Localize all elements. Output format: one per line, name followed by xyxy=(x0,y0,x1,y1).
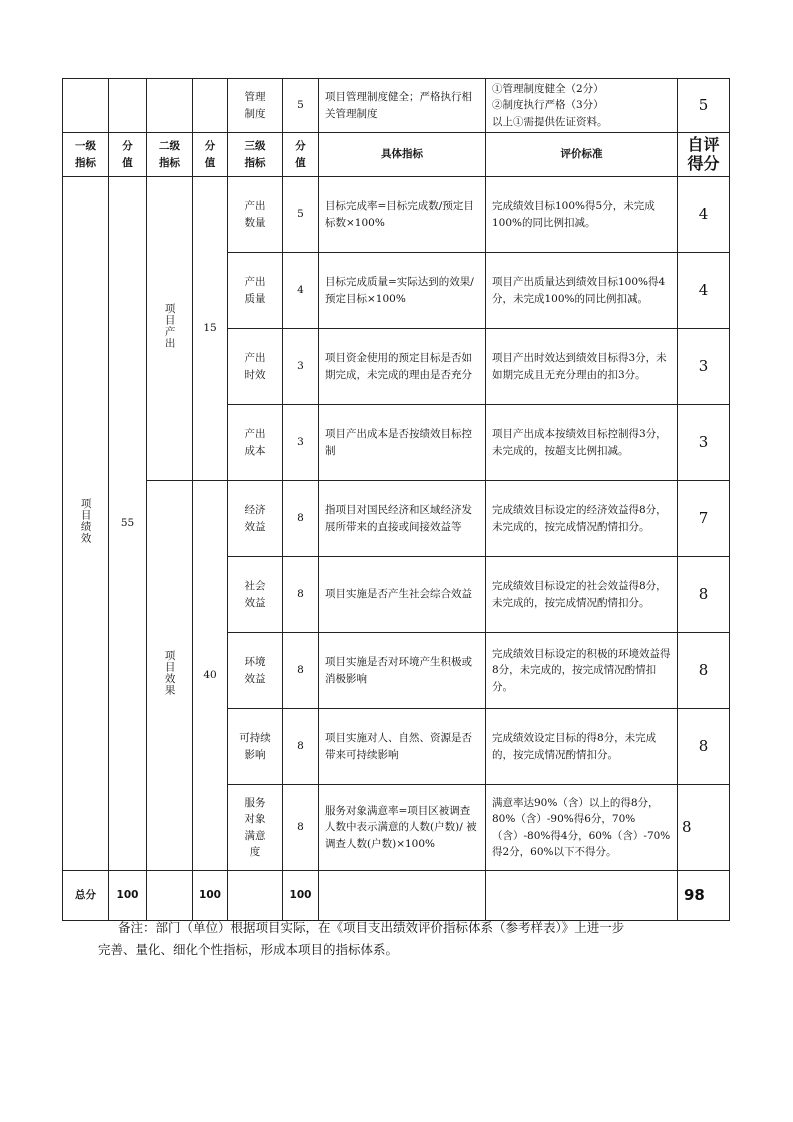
score3-cell: 5 xyxy=(283,79,319,133)
self-score-cell: 8 xyxy=(678,633,730,709)
empty-cell xyxy=(147,871,193,921)
level3-cell xyxy=(228,253,283,329)
empty-cell xyxy=(109,79,147,133)
header-label: 分值 xyxy=(204,140,216,169)
self-score-cell: 3 xyxy=(678,405,730,481)
criteria-cell: 完成绩效目标设定的经济效益得8分，未完成的，按完成情况酌情扣分。 xyxy=(486,481,678,557)
indicator-cell: 目标完成质量=实际达到的效果/预定目标×100% xyxy=(319,253,486,329)
level3-label: 管理制度 xyxy=(244,91,266,120)
indicator-cell: 指项目对国民经济和区域经济发展所带来的直接或间接效益等 xyxy=(319,481,486,557)
table-row-management xyxy=(63,79,730,133)
indicator-cell: 服务对象满意率=项目区被调查人数中表示满意的人数(户数)/ 被调查人数(户数)×100% xyxy=(319,785,486,871)
criteria-cell: 完成绩效目标设定的积极的环境效益得8分，未完成的，按完成情况酌情扣分。 xyxy=(486,633,678,709)
indicator-cell: 项目实施对人、自然、资源是否带来可持续影响 xyxy=(319,709,486,785)
level1-cell xyxy=(63,177,109,871)
self-score-cell: 8 xyxy=(678,785,730,871)
indicator-cell: 项目资金使用的预定目标是否如期完成，未完成的理由是否充分 xyxy=(319,329,486,405)
empty-cell xyxy=(228,871,283,921)
level2-score-cell-effect: 40 xyxy=(193,481,228,871)
level3-label: 产出质量 xyxy=(244,276,266,305)
indicator-cell: 项目产出成本是否按绩效目标控制 xyxy=(319,405,486,481)
level3-cell xyxy=(228,177,283,253)
criteria-cell: 项目产出质量达到绩效目标100%得4分，未完成100%的同比例扣减。 xyxy=(486,253,678,329)
level2-cell-effect xyxy=(147,481,193,871)
criteria-cell: 完成绩效目标设定的社会效益得8分，未完成的，按完成情况酌情扣分。 xyxy=(486,557,678,633)
header-label: 一级指标 xyxy=(75,140,96,169)
total-score2: 100 xyxy=(193,871,228,921)
empty-cell xyxy=(193,79,228,133)
footnote xyxy=(98,917,718,961)
level1-label: 项目绩效 xyxy=(79,497,92,544)
total-score3: 100 xyxy=(283,871,319,921)
header-level2 xyxy=(147,133,193,177)
self-score-cell: 4 xyxy=(678,253,730,329)
level2-label: 项目产出 xyxy=(163,302,176,349)
empty-cell xyxy=(147,79,193,133)
criteria-cell: 项目产出时效达到绩效目标得3分，未如期完成且无充分理由的扣3分。 xyxy=(486,329,678,405)
score3-cell: 3 xyxy=(283,329,319,405)
header-label: 三级指标 xyxy=(244,140,266,169)
level3-label: 产出成本 xyxy=(244,428,266,457)
level3-cell xyxy=(228,405,283,481)
level3-cell xyxy=(228,557,283,633)
header-level3 xyxy=(228,133,283,177)
criteria-cell: 满意率达90%（含）以上的得8分，80%（含）-90%得6分，70%（含）-80%得4分，60%（含）-70%得2分，60%以下不得分。 xyxy=(486,785,678,871)
header-label: 自评得分 xyxy=(687,135,720,173)
self-score-cell: 3 xyxy=(678,329,730,405)
total-row xyxy=(63,871,730,921)
level3-cell xyxy=(228,633,283,709)
level3-cell xyxy=(228,785,283,871)
total-self-score: 98 xyxy=(678,871,730,921)
score3-cell: 8 xyxy=(283,633,319,709)
score3-cell: 8 xyxy=(283,709,319,785)
footnote-line: 完善、量化、细化个性指标，形成本项目的指标体系。 xyxy=(98,941,399,957)
self-score-cell: 4 xyxy=(678,177,730,253)
indicator-cell: 项目实施是否产生社会综合效益 xyxy=(319,557,486,633)
level3-label: 经济效益 xyxy=(244,504,266,533)
evaluation-table xyxy=(62,78,730,921)
indicator-cell: 项目管理制度健全；严格执行相关管理制度 xyxy=(319,79,486,133)
level2-label: 项目效果 xyxy=(163,649,176,696)
table-row xyxy=(63,177,730,253)
header-self-score xyxy=(678,133,730,177)
score3-cell: 5 xyxy=(283,177,319,253)
score3-cell: 8 xyxy=(283,481,319,557)
header-score2 xyxy=(193,133,228,177)
self-score-cell: 7 xyxy=(678,481,730,557)
criteria-cell: 项目产出成本按绩效目标控制得3分，未完成的，按超支比例扣减。 xyxy=(486,405,678,481)
level3-label: 社会效益 xyxy=(244,580,266,609)
header-score3 xyxy=(283,133,319,177)
level3-label: 可持续影响 xyxy=(239,732,271,761)
self-score-cell: 8 xyxy=(678,557,730,633)
header-label: 分值 xyxy=(122,140,133,169)
level3-label: 产出时效 xyxy=(244,352,266,381)
criteria-cell xyxy=(486,79,678,133)
total-label: 总分 xyxy=(63,871,109,921)
level1-score-cell: 55 xyxy=(109,177,147,871)
level3-cell xyxy=(228,329,283,405)
criteria-line: ②制度执行严格（3分） xyxy=(492,99,604,112)
score3-cell: 8 xyxy=(283,557,319,633)
criteria-line: 以上①需提供佐证资料。 xyxy=(492,115,608,128)
header-indicator: 具体指标 xyxy=(319,133,486,177)
level2-cell-output xyxy=(147,177,193,481)
criteria-cell: 完成绩效设定目标的得8分，未完成的，按完成情况酌情扣分。 xyxy=(486,709,678,785)
total-score1: 100 xyxy=(109,871,147,921)
level3-label: 服务对象满意度 xyxy=(244,796,266,858)
self-score-cell: 8 xyxy=(678,709,730,785)
score3-cell: 3 xyxy=(283,405,319,481)
header-level1 xyxy=(63,133,109,177)
header-criteria: 评价标准 xyxy=(486,133,678,177)
level3-label: 产出数量 xyxy=(244,200,266,229)
criteria-cell: 完成绩效目标100%得5分，未完成100%的同比例扣减。 xyxy=(486,177,678,253)
score3-cell: 8 xyxy=(283,785,319,871)
header-row xyxy=(63,133,730,177)
level3-cell xyxy=(228,79,283,133)
table-row xyxy=(63,481,730,557)
level3-label: 环境效益 xyxy=(244,656,266,685)
level2-score-cell-output: 15 xyxy=(193,177,228,481)
self-score-cell: 5 xyxy=(678,79,730,133)
indicator-cell: 目标完成率=目标完成数/预定目标数×100% xyxy=(319,177,486,253)
empty-cell xyxy=(319,871,486,921)
header-score1 xyxy=(109,133,147,177)
empty-cell xyxy=(486,871,678,921)
empty-cell xyxy=(63,79,109,133)
header-label: 分值 xyxy=(295,140,306,169)
indicator-cell: 项目实施是否对环境产生积极或消极影响 xyxy=(319,633,486,709)
footnote-line: 备注：部门（单位）根据项目实际，在《项目支出绩效评价指标体系（参考样表）》上进一步 xyxy=(118,920,625,935)
header-label: 二级指标 xyxy=(159,140,180,169)
level3-cell xyxy=(228,481,283,557)
criteria-line: ①管理制度健全（2分） xyxy=(492,83,604,96)
score3-cell: 4 xyxy=(283,253,319,329)
level3-cell xyxy=(228,709,283,785)
